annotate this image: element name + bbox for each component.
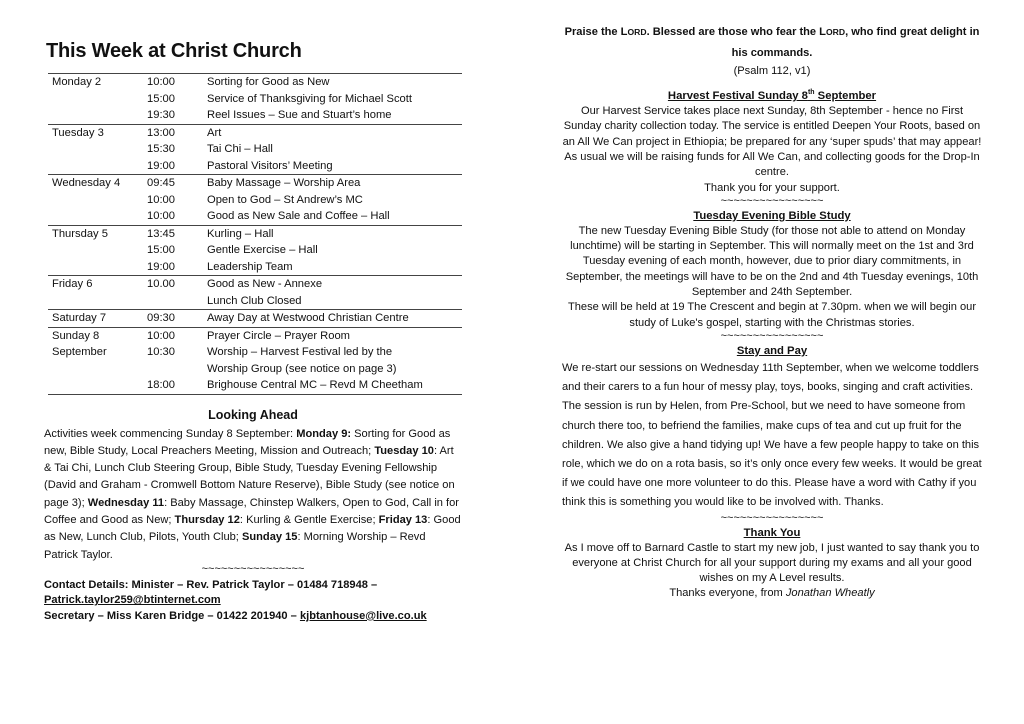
bible-study-heading: Tuesday Evening Bible Study — [693, 209, 851, 222]
scripture-reference: (Psalm 112, v1) — [733, 65, 811, 77]
schedule-event: Gentle Exercise – Hall — [207, 244, 318, 256]
stay-and-pay-heading: Stay and Pay — [736, 344, 808, 357]
schedule-row — [48, 377, 462, 394]
schedule-time: 10:00 — [147, 193, 175, 206]
looking-ahead-day: Sunday 15 — [241, 531, 298, 544]
schedule-time: 18:00 — [147, 379, 175, 391]
bible-study-text: The new Tuesday Evening Bible Study (for those not able to attend on Monday lunchtime) will be starting in September. This will normally meet on the 1st and 3rd Tuesday evening of each month, however, due to prior diary commitments, in September, the meetings will have to be on the 2nd and 4th Tuesday evenings, 10th September and 24th September. — [565, 224, 979, 299]
schedule-row — [48, 361, 462, 378]
looking-ahead-segment: : Good as New, Lunch Club, Pilots, Youth Club; — [44, 513, 461, 544]
schedule-day: Sunday 8 — [52, 329, 100, 342]
schedule-row — [48, 124, 462, 141]
schedule-row — [48, 225, 462, 242]
looking-ahead-day: Tuesday 10 — [374, 444, 434, 457]
schedule-row — [48, 344, 462, 361]
schedule-time: 09:30 — [147, 312, 175, 324]
separator: ~~~~~~~~~~~~~~~~ — [720, 511, 824, 524]
schedule-day-group — [48, 74, 462, 125]
secretary-email-link[interactable]: kjbtanhouse@live.co.uk — [299, 609, 427, 622]
right-page — [562, 22, 982, 602]
schedule-event: Worship – Harvest Festival led by the — [207, 346, 393, 358]
looking-ahead-segment: : Baby Massage, Chinstep Walkers, Open to God, Call in for Coffee and Good as New; — [44, 496, 459, 526]
weekly-schedule-table — [48, 73, 462, 395]
schedule-time: 10:30 — [147, 346, 175, 358]
schedule-time: 13:45 — [147, 227, 175, 240]
harvest-festival-heading: Harvest Festival Sunday 8th September — [667, 89, 877, 103]
thank-you-text: As I move off to Barnard Castle to start my new job, I just wanted to say thank you to everyone at Christ Church for all your support during my exams and all your good wishes on my A Level results. — [564, 541, 980, 585]
thank-you-signoff: Thanks everyone, from Jonathan Wheatly — [669, 587, 875, 600]
contact-details — [44, 578, 462, 625]
looking-ahead-heading: Looking Ahead — [208, 407, 298, 422]
page-title: This Week at Christ Church — [46, 40, 302, 62]
schedule-time: 09:45 — [147, 177, 175, 189]
schedule-event: Away Day at Westwood Christian Centre — [207, 312, 409, 324]
schedule-day: Thursday 5 — [52, 227, 108, 240]
schedule-day-group — [48, 225, 462, 276]
schedule-day — [48, 141, 147, 158]
schedule-day: Saturday 7 — [52, 312, 107, 324]
schedule-event: Good as New Sale and Coffee – Hall — [207, 210, 390, 222]
looking-ahead-day: Wednesday 11 — [87, 496, 165, 509]
schedule-event: Leadership Team — [207, 260, 293, 273]
schedule-day — [48, 158, 147, 175]
schedule-time: 15:00 — [147, 92, 175, 105]
schedule-event: Service of Thanksgiving for Michael Scott — [207, 92, 412, 105]
schedule-time: 19:00 — [147, 159, 175, 172]
schedule-day-group — [48, 327, 462, 394]
harvest-thanks: Thank you for your support. — [704, 181, 840, 194]
schedule-time: 15:00 — [147, 244, 175, 256]
scripture-verse: Praise the LORD. Blessed are those who fear the LORD, who find great delight in his commands. — [564, 26, 980, 59]
schedule-time: 10:00 — [147, 76, 175, 88]
schedule-row — [48, 74, 462, 91]
schedule-day — [48, 377, 147, 394]
looking-ahead-segment: : Morning Worship – Revd Patrick Taylor. — [44, 531, 426, 561]
schedule-event: Sorting for Good as New — [207, 76, 330, 88]
schedule-event: Tai Chi – Hall — [207, 143, 273, 155]
schedule-row — [48, 293, 462, 310]
schedule-row — [48, 158, 462, 175]
schedule-row — [48, 141, 462, 158]
schedule-time: 13:00 — [147, 126, 175, 139]
schedule-row — [48, 242, 462, 259]
separator: ~~~~~~~~~~~~~~~~ — [720, 194, 824, 207]
schedule-day-group — [48, 175, 462, 226]
harvest-festival-text: Our Harvest Service takes place next Sunday, 8th September - hence no First Sunday charity collection today. The service is entitled Deepen Your Roots, based on an All We Can project in Ethiopia; be prepared for any ‘super spuds’ that may appear! As usual we will be raising funds for All We Can, and collecting goods for the Drop-In centre. — [562, 105, 982, 179]
schedule-event: Good as New - Annexe — [207, 278, 323, 290]
looking-ahead-segment: : Art & Tai Chi, Lunch Club Steering Group, Bible Study, Tuesday Evening Fellowship (David and Graham - Cromwell Bottom Nature Reserve), Bible Study (see notice on page 3); — [44, 444, 455, 509]
schedule-row — [48, 107, 462, 124]
schedule-event: Art — [207, 126, 222, 139]
schedule-day-group — [48, 276, 462, 310]
schedule-time — [147, 293, 207, 310]
left-page — [44, 40, 462, 624]
schedule-row — [48, 208, 462, 225]
schedule-day — [48, 242, 147, 259]
schedule-row — [48, 91, 462, 108]
schedule-row — [48, 175, 462, 192]
looking-ahead-segment: : Kurling & Gentle Exercise; — [239, 513, 379, 526]
schedule-time: 19:00 — [147, 260, 175, 273]
schedule-day — [48, 208, 147, 225]
thank-you-heading: Thank You — [743, 526, 801, 539]
schedule-event: Kurling – Hall — [207, 227, 274, 240]
contact-secretary: Secretary – Miss Karen Bridge – 01422 201940 – — [44, 609, 300, 622]
schedule-event: Reel Issues – Sue and Stuart’s home — [207, 109, 392, 121]
schedule-day — [48, 361, 147, 378]
schedule-day: Wednesday 4 — [52, 177, 121, 189]
looking-ahead-segment: Sorting for Good as new, Bible Study, Local Preachers Meeting, Mission and Outreach; — [44, 427, 451, 457]
separator: ~~~~~~~~~~~~~~~~ — [201, 562, 305, 575]
separator: ~~~~~~~~~~~~~~~~ — [720, 329, 824, 342]
schedule-day — [48, 259, 147, 276]
looking-ahead-text — [44, 426, 462, 564]
schedule-event: Brighouse Central MC – Revd M Cheetham — [207, 379, 423, 391]
schedule-row — [48, 310, 462, 328]
schedule-event: Prayer Circle – Prayer Room — [207, 329, 350, 342]
schedule-event: Baby Massage – Worship Area — [207, 177, 361, 189]
looking-ahead-day: Friday 13 — [378, 513, 428, 526]
schedule-time: 19:30 — [147, 109, 175, 121]
schedule-time: 10:00 — [147, 329, 175, 342]
schedule-day: September — [52, 346, 107, 358]
schedule-event: Open to God – St Andrew’s MC — [207, 193, 363, 206]
schedule-event: Lunch Club Closed — [207, 294, 302, 307]
schedule-row — [48, 276, 462, 293]
schedule-day — [48, 107, 147, 124]
schedule-day — [48, 192, 147, 209]
looking-ahead-segment: Activities week commencing Sunday 8 September: — [44, 427, 297, 440]
minister-email-link[interactable]: Patrick.taylor259@btinternet.com — [44, 594, 221, 607]
stay-and-pay-text: We re-start our sessions on Wednesday 11th September, when we welcome toddlers and their carers to a fun hour of messy play, toys, books, singing and craft activities. The session is run by Helen, from Pre-School, but we need to have someone from church there too, to befriend the families, make cups of tea and cut up fruit for the children. We also give a hand tidying up! We have a few people happy to take on this role, which we do on a rota basis, so it’s only once every few weeks. It would be great if we could have one more volunteer to do this. Please have a word with Cathy if you think this is something you would like to be involved with. Thanks. — [562, 361, 982, 509]
schedule-day: Friday 6 — [52, 278, 93, 290]
looking-ahead-day: Thursday 12 — [174, 513, 240, 526]
schedule-time: 10:00 — [147, 210, 175, 222]
looking-ahead-day: Monday 9: — [296, 427, 352, 440]
schedule-day — [48, 91, 147, 108]
schedule-row — [48, 192, 462, 209]
schedule-time: 10.00 — [147, 278, 175, 290]
schedule-time — [147, 361, 207, 378]
schedule-day-group — [48, 124, 462, 175]
schedule-day: Tuesday 3 — [52, 126, 104, 139]
schedule-event: Worship Group (see notice on page 3) — [207, 362, 397, 375]
bible-study-text-2: These will be held at 19 The Crescent and begin at 7.30pm. when we will begin our study of Luke's gospel, starting with the Christmas stories. — [567, 301, 977, 329]
schedule-row — [48, 327, 462, 344]
contact-minister: Contact Details: Minister – Rev. Patrick Taylor – 01484 718948 – — [44, 578, 378, 591]
schedule-row — [48, 259, 462, 276]
schedule-time: 15:30 — [147, 143, 175, 155]
schedule-day: Monday 2 — [52, 76, 102, 88]
schedule-day-group — [48, 310, 462, 328]
schedule-day — [48, 293, 147, 310]
schedule-event: Pastoral Visitors’ Meeting — [207, 159, 333, 172]
